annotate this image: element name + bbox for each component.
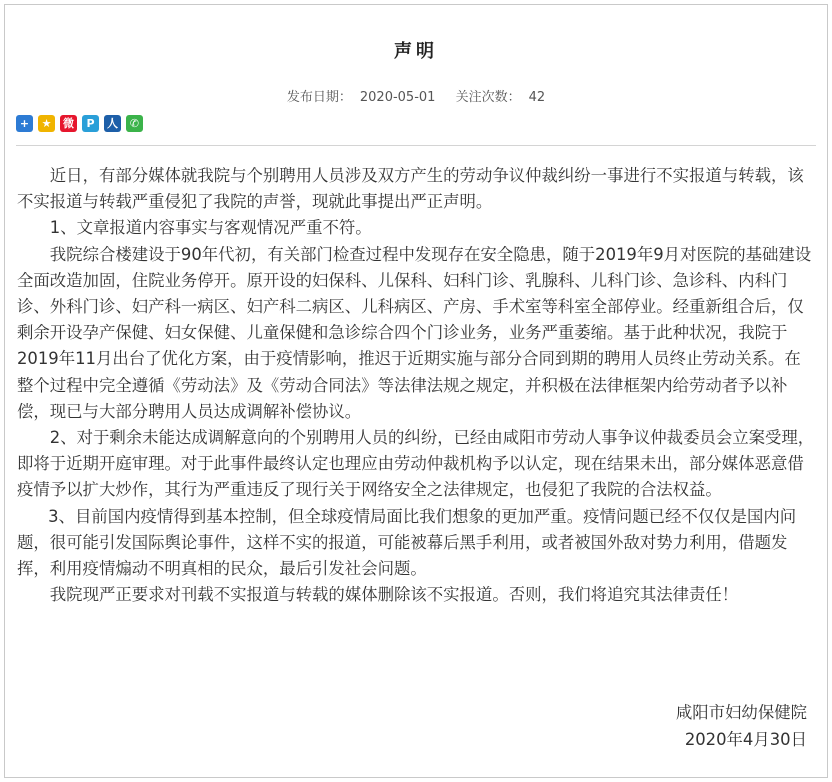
signature-org: 咸阳市妇幼保健院 xyxy=(675,703,807,722)
article-body xyxy=(17,163,815,608)
article-frame xyxy=(4,4,828,778)
signature-block xyxy=(676,699,807,753)
paragraph-point-1-detail: 我院综合楼建设于90年代初，有关部门检查过程中发现存在安全隐患，随于2019年9月对医院的基础建设全面改造加固，住院业务停开。原开设的妇保科、儿保科、妇科门诊、乳腺科、儿科门诊、急诊科、内科门诊、外科门诊、妇产科一病区、妇产科二病区、儿科病区、产房、手术室等科室全部停业。经重新组合后，仅剩余开设孕产保健、妇女保健、儿童保健和急诊综合四个门诊业务，业务严重萎缩。基于此种状况，我院于2019年11月出台了优化方案，由于疫情影响，推迟于近期实施与部分合同到期的聘用人员终止劳动关系。在整个过程中完全遵循《劳动法》及《劳动合同法》等法律法规之规定，并积极在法律框架内给劳动者予以补偿，现已与大部分聘用人员达成调解补偿协议。 xyxy=(17,244,812,421)
paragraph-point-2: 2、对于剩余未能达成调解意向的个别聘用人员的纠纷，已经由咸阳市劳动人事争议仲裁委员会立案受理，即将于近期开庭审理。对于此事件最终认定也理应由劳动仲裁机构予以认定，现在结果未出，部分媒体恶意借疫情予以扩大炒作，其行为严重违反了现行关于网络安全之法律规定，也侵犯了我院的合法权益。 xyxy=(17,428,815,500)
share-more-icon[interactable]: + xyxy=(16,115,33,132)
publish-date xyxy=(283,90,440,105)
signature-date: 2020年4月30日 xyxy=(684,730,807,749)
article-meta xyxy=(5,86,827,105)
tencent-weibo-icon[interactable]: P xyxy=(82,115,99,132)
views-label: 关注次数： xyxy=(455,90,521,105)
paragraph-point-1: 1、文章报道内容事实与客观情况严重不符。 xyxy=(49,218,372,238)
renren-icon[interactable]: 人 xyxy=(104,115,121,132)
paragraph-demand: 我院现严正要求对刊载不实报道与转载的媒体删除该不实报道。否则，我们将追究其法律责任！ xyxy=(49,585,739,605)
publish-value: 2020-05-01 xyxy=(359,90,436,105)
publish-label: 发布日期： xyxy=(286,90,352,105)
paragraph-point-3: 3、目前国内疫情得到基本控制，但全球疫情局面比我们想象的更加严重。疫情问题已经不仅仅是国内问题，很可能引发国际舆论事件，这样不实的报道，可能被幕后黑手利用，或者被国外敌对势力利用，借题发挥，利用疫情煽动不明真相的民众，最后引发社会问题。 xyxy=(17,506,797,579)
paragraph-intro: 近日，有部分媒体就我院与个别聘用人员涉及双方产生的劳动争议仲裁纠纷一事进行不实报道与转载，该不实报道与转载严重侵犯了我院的声誉，现就此事提出严正声明。 xyxy=(17,166,804,212)
divider xyxy=(16,145,816,146)
wechat-icon[interactable]: ✆ xyxy=(126,115,143,132)
share-toolbar xyxy=(16,115,143,132)
views-value: 42 xyxy=(528,90,546,105)
page-title: 声明 xyxy=(394,41,438,62)
weibo-icon[interactable]: 微 xyxy=(60,115,77,132)
view-count xyxy=(452,90,550,105)
qzone-icon[interactable]: ★ xyxy=(38,115,55,132)
